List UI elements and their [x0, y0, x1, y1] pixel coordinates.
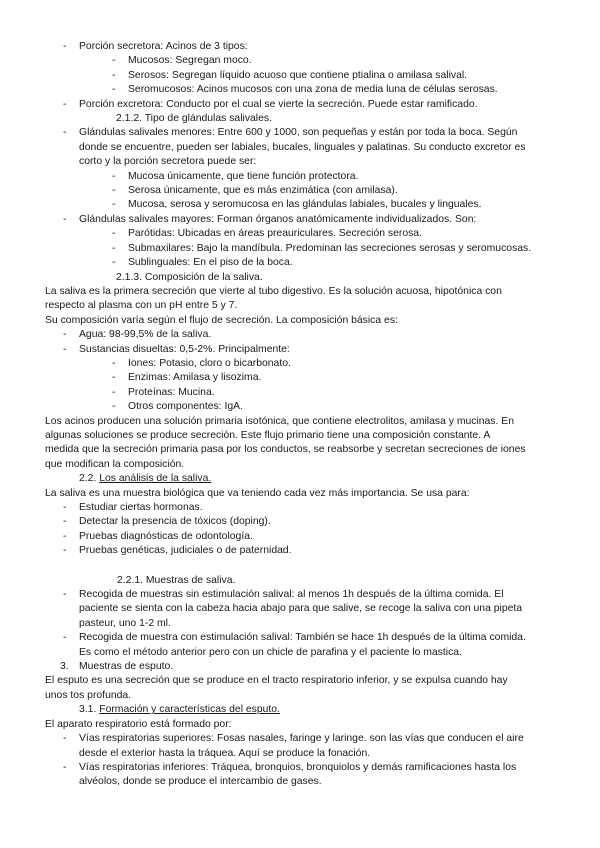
text-line: - Seromucosos: Acinos mucosos con una zona de media luna de células serosas. [0, 83, 600, 97]
text-line: El esputo es una secreción que se produce en el tracto respiratorio inferior, y se expulsa cuando hay [45, 675, 508, 687]
section-heading: 2.2.1. Muestras de saliva. [117, 574, 236, 586]
text-line: - Enzimas: Amilasa y lisozima. [0, 371, 600, 385]
text-line: algunas soluciones se produce secreción. Este flujo primario tiene una composición constante. A [45, 429, 491, 441]
text-line: - Agua: 98-99,5% de la saliva. [0, 328, 600, 342]
text-line: corto y la porción secretora puede ser: [79, 156, 257, 168]
text-line: El aparato respiratorio está formado por: [45, 718, 232, 730]
text-line: - Detectar la presencia de tóxicos (doping). [0, 515, 600, 529]
text-line: - Glándulas salivales mayores: Forman órganos anatómicamente individualizados. Son: [0, 213, 600, 227]
text-line: donde se encuentre, pueden ser labiales, bucales, linguales y palatinas. Su conducto excretor es [79, 141, 526, 153]
text-line: - Proteínas: Mucina. [0, 386, 600, 400]
text-line: - Vías respiratorias superiores: Fosas nasales, faringe y laringe. son las vías que conducen el aire [0, 732, 600, 746]
text-line: - Pruebas genéticas, judiciales o de paternidad. [0, 544, 600, 558]
text-line: - Glándulas salivales menores: Entre 600 y 1000, son pequeñas y están por toda la boca. Según [0, 126, 600, 140]
text-line: - Mucosa, serosa y seromucosa en las glándulas labiales, bucales y linguales. [0, 198, 600, 212]
text-line: - Estudiar ciertas hormonas. [0, 501, 600, 515]
text-line: La saliva es una muestra biológica que va teniendo cada vez más importancia. Se usa para: [45, 487, 470, 499]
text-line: - Recogida de muestra con estimulación salival: También se hace 1h después de la última comida. [0, 631, 600, 645]
text-line: - Porción secretora: Acinos de 3 tipos: [0, 40, 600, 54]
text-line: - Submaxilares: Bajo la mandíbula. Predominan las secreciones serosas y seromucosas. [0, 242, 600, 256]
heading-number: 2.2. [79, 473, 100, 485]
text-line: Su composición varía según el flujo de secreción. La composición básica es: [45, 314, 398, 326]
text-line: - Iones: Potasio, cloro o bicarbonato. [0, 357, 600, 371]
text-line: - Otros componentes: IgA. [0, 400, 600, 414]
heading-number: 3.1. [79, 704, 100, 716]
text-line: - Parótidas: Ubicadas en áreas preauriculares. Secreción serosa. [0, 227, 600, 241]
spacer [0, 559, 600, 574]
text-line: medida que la secreción primaria pasa por los conductos, se reabsorbe y secretan secreciones de iones [45, 444, 526, 456]
text-line: alvéolos, donde se produce el intercambio de gases. [79, 776, 322, 788]
text-line: - Serosos: Segregan líquido acuoso que contiene ptialina o amilasa salival. [0, 69, 600, 83]
section-heading [0, 703, 600, 717]
text-line: - Pruebas diagnósticas de odontología. [0, 530, 600, 544]
text-line: - Sustancias disueltas: 0,5-2%. Principalmente: [0, 343, 600, 357]
text-line: paciente se sienta con la cabeza hacia abajo para que salive, se recoge la saliva con una pipeta [79, 603, 523, 615]
heading-title: Formación y características del esputo. [99, 704, 280, 716]
text-line: Los acinos producen una solución primaria isotónica, que contiene electrolitos, amilasa y mucinas. En [45, 415, 514, 427]
heading-title: Los análisis de la saliva. [99, 473, 212, 485]
text-line: - Serosa únicamente, que es más enzimática (con amilasa). [0, 184, 600, 198]
section-heading [0, 660, 600, 674]
section-heading: 2.1.2. Tipo de glándulas salivales. [116, 113, 272, 125]
text-line: - Vías respiratorias inferiores: Tráquea, bronquios, bronquiolos y demás ramificaciones hasta los [0, 761, 600, 775]
text-line: Es como el método anterior pero con un chicle de parafina y el paciente lo mastica. [79, 646, 462, 658]
text-line: unos tos profunda. [45, 689, 132, 701]
text-line: - Porción excretora: Conducto por el cual se vierte la secreción. Puede estar ramificado. [0, 98, 600, 112]
heading-number: 3. [60, 661, 69, 673]
text-line: respecto al plasma con un pH entre 5 y 7. [45, 300, 238, 312]
section-heading [0, 472, 600, 486]
text-line: pasteur, uno 1-2 ml. [79, 617, 171, 629]
section-heading: 2.1.3. Composición de la saliva. [116, 271, 263, 283]
text-line: La saliva es la primera secreción que vierte al tubo digestivo. Es la solución acuosa, hipotónica con [45, 285, 502, 297]
text-line: - Mucosos: Segregan moco. [0, 54, 600, 68]
heading-title: Muestras de esputo. [79, 661, 174, 673]
text-line: - Mucosa únicamente, que tiene función protectora. [0, 170, 600, 184]
text-line: desde el exterior hasta la tráquea. Aquí se produce la fonación. [79, 747, 371, 759]
text-line: que modifican la composición. [45, 458, 185, 470]
text-line: - Sublinguales: En el piso de la boca. [0, 256, 600, 270]
text-line: - Recogida de muestras sin estimulación salival: al menos 1h después de la última comida. El [0, 588, 600, 602]
